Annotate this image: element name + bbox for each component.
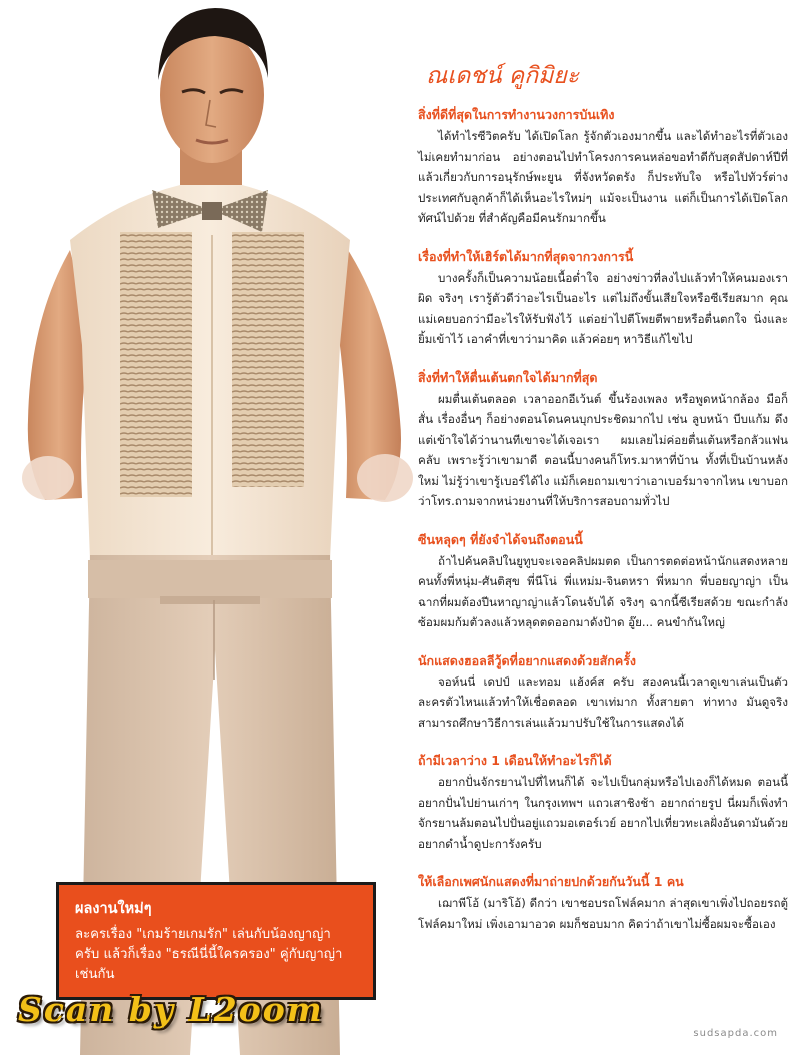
scan-watermark: Scan by L2oom — [18, 990, 324, 1029]
page-footer-url: sudsapda.com — [693, 1028, 778, 1039]
qa-block-5 — [418, 652, 788, 734]
answer: อยากปั่นจักรยานไปที่ไหนก็ได้ จะไปเป็นกลุ่มหรือไปเองก็ได้หมด ตอนนี้อยากปั่นไปย่านเก่าๆ ในกรุงเทพฯ แถวเสาชิงช้า อยากถ่ายรูป นี่ผมก็เพิ่งทำจักรยานล้มตอนไปปั่นอยู่แถวมอเตอร์เวย์ อยากไปเที่ยวทะเลฝั่งอันดามันด้วย อยากดำน้ำดูปะการังครับ — [418, 775, 789, 851]
question: สิ่งที่ทำให้ตื่นเต้นตกใจได้มากที่สุด — [418, 369, 598, 385]
answer: ถ้าไปค้นคลิปในยูทูบจะเจอคลิปผมตด เป็นการตดต่อหน้านักแสดงหลายคนทั้งพี่หนุ่ม-ศันติสุข พี่นีโน่ พี่แหม่ม-จินตหรา พี่หมาก พี่บอยญาญ่า เป็นฉากที่ผมต้องปีนหาญาญ่าแล้วโดนจับได้ จริงๆ ฉากนี้ซีเรียสด้วย ขณะกำลังซ้อมผมก้มตัวลงแล้วหลุดตดออกมาดังป้าด อู๊ย... คนขำกันใหญ่ — [418, 553, 788, 629]
question: นักแสดงฮอลลีวู้ดที่อยากแสดงด้วยสักครั้ง — [418, 652, 637, 668]
question: สิ่งที่ดีที่สุดในการทำงานวงการบันเทิง — [418, 107, 615, 122]
question: เรื่องที่ทำให้เฮิร์ตได้มากที่สุดจากวงการนี้ — [418, 248, 634, 264]
answer: จอห์นนี่ เดปป์ และทอม แฮ้งค์ส ครับ สองคนนี้เวลาดูเขาเล่นเป็นตัวละครตัวไหนแล้วทำให้เชื่อตลอด เขาเท่มาก ทั้งสายตา ท่าทาง มันดูจริง สามารถศึกษาวิธีการเล่นแล้วมาปรับใช้ในการแสดงได้ — [418, 674, 788, 730]
new-works-box — [56, 882, 376, 1000]
answer: ได้ทำไรซีวิตครับ ได้เปิดโลก รู้จักตัวเองมากขึ้น และได้ทำอะไรที่ตัวเองไม่เคยทำมาก่อน อย่างตอนไปทำโครงการคนหล่อขอทำดีกับสุดสัปดาห์ปีที่แล้วเกี่ยวกับการอนุรักษ์พะยูน ที่จังหวัดตรัง ก็ประทับใจ หรือไปทัวร์ต่างประเทศกับลูกค้าก็ได้เห็นอะไรใหม่ๆ แม้จะเป็นงาน แต่ก็เป็นการได้เปิดโลกทัศน์ไปด้วย ที่สำคัญคือมีคนรักมากขึ้น — [418, 129, 788, 225]
new-works-text: ละครเรื่อง "เกมร้ายเกมรัก" เล่นกับน้องญาญ่า ครับ แล้วก็เรื่อง "ธรณีนี่นี้ใครครอง" คู่กับญาญ่าเช่นกัน — [75, 927, 343, 982]
question: ซีนหลุดๆ ที่ยังจำได้จนถึงตอนนี้ — [418, 531, 583, 547]
qa-block-7 — [418, 873, 788, 934]
new-works-title: ผลงานใหม่ๆ — [75, 901, 152, 917]
question: ให้เลือกเพศนักแสดงที่มาถ่ายปกด้วยกันวันนี้ 1 คน — [418, 874, 684, 889]
qa-block-4 — [418, 531, 788, 633]
article-body — [418, 58, 788, 953]
question: ถ้ามีเวลาว่าง 1 เดือนให้ทำอะไรก็ได้ — [418, 753, 612, 768]
qa-block-1 — [418, 106, 788, 229]
qa-block-2 — [418, 248, 788, 350]
answer: บางครั้งก็เป็นความน้อยเนื้อต่ำใจ อย่างข่าวที่ลงไปแล้วทำให้คนมองเราผิด จริงๆ เรารู้ตัวดีว่าอะไรเป็นอะไร แต่ไม่ถึงขั้นเสียใจหรือซีเรียสมาก คุณแม่เคยบอกว่ามีอะไรให้รับฟังไว้ แต่อย่าไปตีโพยตีพายหรือตื่นตกใจ นิ่งและยิ้มเข้าไว้ เอาคำที่เขาว่ามาคิด แล้วค่อยๆ หาวิธีแก้ไขไป — [418, 270, 788, 346]
answer: เฌาพีโอ้ (มาริโอ้) ดีกว่า เขาชอบรถโฟล์คมาก ล่าสุดเขาเพิ่งไปถอยรถตู้โฟล์คมาใหม่ เพิ่งเอามาอวด ผมก็ชอบมาก คิดว่าถ้าเขาไม่ซื้อผมจะซื้อเอง — [418, 896, 788, 931]
answer: ผมตื่นเต้นตลอด เวลาออกอีเว้นต์ ขึ้นร้องเพลง หรือพูดหน้ากล้อง มือก็สั่น เรื่องอื่นๆ ก็อย่างตอนโดนคนบุกประชิดมากไป เช่น ลูบหน้า บีบแก้ม ดึง แต่เข้าใจได้ว่านานทีเขาจะได้เจอเรา ผมเลยไม่ค่อยตื่นเต้นหรือกลัวแฟนคลับ เพราะรู้ว่าเขามาดี ตอนนี้บางคนก็โทร.มาหาที่บ้าน ทั้งที่เป็นบ้านหลังใหม่ ไม่รู้ว่าเขารู้เบอร์ได้ไง แม้ก็เคยถามเขาว่าเอาเบอร์มาจากไหน เขาบอกว่าโทร.ถามจากหน่วยงานที่ให้บริการสอบถามทั่วไป — [418, 391, 788, 508]
qa-block-6 — [418, 752, 788, 854]
interviewee-name: ณเดชน์ คูกิมิยะ — [426, 63, 580, 89]
qa-block-3 — [418, 369, 788, 512]
